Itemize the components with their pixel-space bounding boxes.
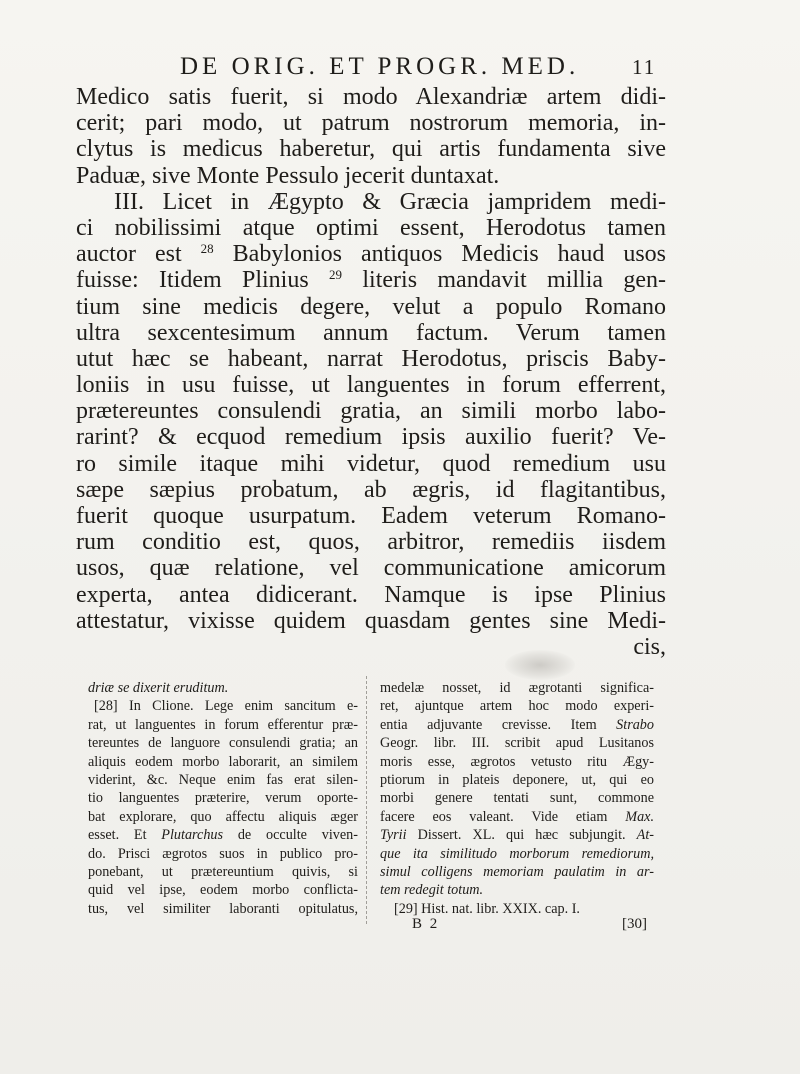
footnote-line: rat, ut languentes in forum efferentur præ- <box>88 716 358 733</box>
text-line-with-footnote-ref <box>76 241 666 267</box>
text-fragment: esset. Et <box>88 827 147 844</box>
footnote-line: [28] In Clione. Lege enim sancitum e- <box>94 698 358 715</box>
footnote-line: viderint, &c. Neque enim fas erat silen- <box>88 771 358 788</box>
author-name: Max. <box>625 808 654 825</box>
text-line: ultra sexcentesimum annum factum. Verum tamen <box>76 319 666 346</box>
text-line: attestatur, vixisse quidem quasdam gentes sine Medi- <box>76 607 666 634</box>
text-line: fuerit quoque usurpatum. Eadem veterum Romano- <box>76 503 666 529</box>
footnote-line: morbi genere tentati sunt, commone <box>380 790 654 807</box>
footnote-line: ptiorum in plateis deponere, ut, qui eo <box>380 771 654 788</box>
text-fragment: entia adjuvante crevisse. Item <box>380 716 597 733</box>
text-fragment: fuisse: Itidem Plinius <box>76 267 309 294</box>
text-line: ro simile itaque mihi videtur, quod remedium usu <box>76 450 666 477</box>
footnote-line: que ita similitudo morborum remediorum, <box>380 845 654 862</box>
text-line: tium sine medicis degere, velut a populo Romano <box>76 293 666 320</box>
footnote-line: quid vel ipse, eodem morbo conflicta- <box>88 882 358 899</box>
footnote-line: driæ se dixerit eruditum. <box>88 680 229 696</box>
quoted-text: At- <box>636 827 654 844</box>
text-line: experta, antea didicerant. Namque is ipse Plinius <box>76 581 666 608</box>
text-line: sæpe sæpius probatum, ab ægris, id flagitantibus, <box>76 476 666 503</box>
footnote-line: tio languentes præterire, verum oporte- <box>88 790 358 807</box>
text-line: ci nobilissimi atque optimi essent, Herodotus tamen <box>76 214 666 241</box>
text-line: loniis in usu fuisse, ut languentes in forum efferrent, <box>76 372 666 399</box>
footnote-line: tereuntes de languore consulendi gratia; an <box>88 735 358 752</box>
column-divider <box>366 676 367 924</box>
footnote-line <box>380 808 654 826</box>
page-number: 11 <box>632 55 657 79</box>
text-line: usos, quæ relatione, vel communicatione amicorum <box>76 555 666 582</box>
footnote-line: Geogr. libr. III. scribit apud Lusitanos <box>380 735 654 752</box>
text-line: rarint? & ecquod remedium ipsis auxilio fuerit? Ve- <box>76 424 666 451</box>
footnote-line: medelæ nosset, id ægrotanti significa- <box>380 680 654 696</box>
footnote-line <box>380 716 654 734</box>
footnote-line <box>380 826 654 844</box>
footnote-ref-28[interactable]: 28 <box>200 241 214 257</box>
running-title: DE ORIG. ET PROGR. MED. <box>180 53 580 80</box>
catchword: [30] <box>622 916 647 932</box>
footnote-ref-29[interactable]: 29 <box>329 267 343 283</box>
footnote-line: tem redegit totum. <box>380 882 484 899</box>
main-text-block <box>76 84 666 660</box>
author-name: Plutarchus <box>161 827 224 844</box>
text-line: Medico satis fuerit, si modo Alexandriæ artem didi- <box>76 84 666 110</box>
footnote-line: bat explorare, quo affectu aliquis æger <box>88 808 358 825</box>
text-line: rum conditio est, quos, arbitror, remediis iisdem <box>76 529 666 556</box>
text-line: cerit; pari modo, ut patrum nostrorum memoria, in- <box>76 110 666 137</box>
text-line: clytus is medicus haberetur, qui artis fundamenta sive <box>76 136 666 163</box>
text-fragment: Babylonios antiquos Medicis haud usos <box>232 241 667 268</box>
footnote-line: simul colligens memoriam paulatim in ar- <box>380 863 654 880</box>
author-name: Tyrii <box>380 827 407 844</box>
footnote-line: [29] Hist. nat. libr. XXIX. cap. I. <box>394 900 580 917</box>
text-line: III. Licet in Ægypto & Græcia jampridem medi- <box>114 188 666 215</box>
signature-mark: B 2 <box>412 916 440 932</box>
text-line: Paduæ, sive Monte Pessulo jecerit duntaxat. <box>76 162 500 189</box>
footnotes-right-column <box>380 679 654 918</box>
text-fragment: Dissert. XL. qui hæc subjungit. <box>417 827 626 844</box>
text-fragment: literis mandavit millia gen- <box>362 267 667 294</box>
author-name: Strabo <box>616 716 654 733</box>
footnote-line: tus, vel similiter laboranti opitulatus, <box>88 900 358 917</box>
footnote-line: do. Prisci ægrotos suos in publico pro- <box>88 845 358 862</box>
footnote-line: ret, ajuntque artem hoc modo experi- <box>380 698 654 715</box>
footnote-line: aliquis eodem morbo laborarit, an similem <box>88 753 358 770</box>
footnotes-left-column <box>88 679 358 918</box>
ink-blot <box>505 650 575 680</box>
text-line-with-footnote-ref <box>76 267 666 293</box>
text-fragment: de occulte viven- <box>237 827 358 844</box>
footnote-line: ponebant, ut prætereuntium quivis, si <box>88 863 358 880</box>
text-line: prætereuntes consulendi gratia, an simili morbo labo- <box>76 398 666 425</box>
footnote-line <box>88 826 358 844</box>
text-fragment: facere eos valeant. Vide etiam <box>380 808 608 825</box>
text-line: cis, <box>633 633 666 660</box>
text-line: utut hæc se habeant, narrat Herodotus, priscis Baby- <box>76 345 666 372</box>
text-fragment: auctor est <box>76 241 182 268</box>
footnote-line: moris esse, ægrotos vetusto ritu Ægy- <box>380 753 654 770</box>
